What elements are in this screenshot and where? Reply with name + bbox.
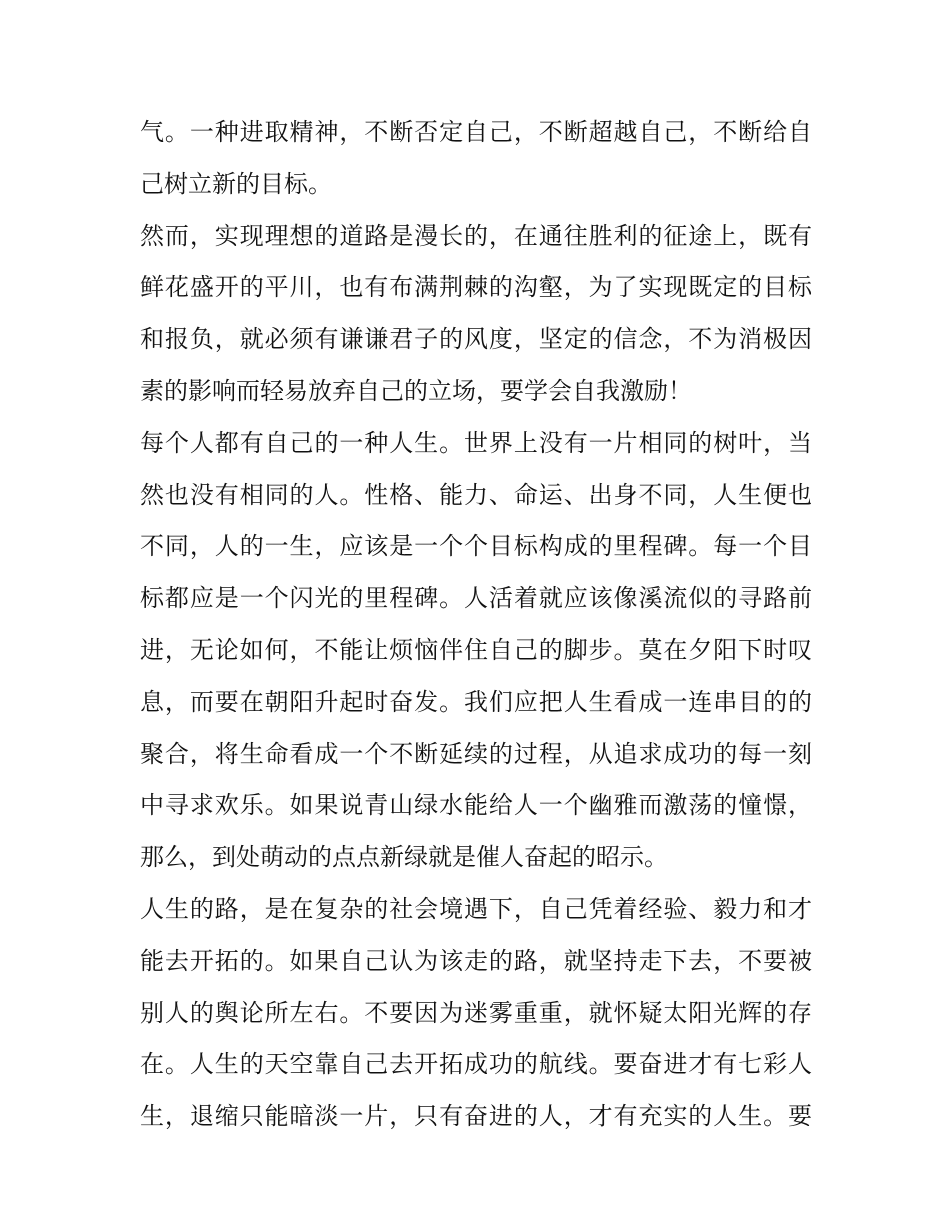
- text-line: 然也没有相同的人。性格、能力、命运、出身不同，人生便也: [140, 480, 812, 509]
- text-line: 标都应是一个闪光的里程碑。人活着就应该像溪流似的寻路前: [140, 584, 812, 613]
- text-line: 鲜花盛开的平川，也有布满荆棘的沟壑，为了实现既定的目标: [140, 273, 812, 302]
- text-line: 那么，到处萌动的点点新绿就是催人奋起的昭示。: [140, 843, 668, 872]
- paragraph-1: [140, 107, 812, 211]
- text-line: 和报负，就必须有谦谦君子的风度，坚定的信念，不为消极因: [140, 325, 812, 354]
- paragraph-3: [140, 418, 812, 884]
- text-line: 不同，人的一生，应该是一个个目标构成的里程碑。每一个目: [140, 532, 812, 561]
- text-line: 每个人都有自己的一种人生。世界上没有一片相同的树叶，当: [140, 428, 812, 457]
- text-line: 息，而要在朝阳升起时奋发。我们应把人生看成一连串目的的: [140, 687, 812, 716]
- text-line: 人生的路，是在复杂的社会境遇下，自己凭着经验、毅力和才: [140, 894, 812, 923]
- text-line: 中寻求欢乐。如果说青山绿水能给人一个幽雅而激荡的憧憬，: [140, 791, 812, 820]
- text-line: 能去开拓的。如果自己认为该走的路，就坚持走下去，不要被: [140, 946, 812, 975]
- text-line: 在。人生的天空靠自己去开拓成功的航线。要奋进才有七彩人: [140, 1050, 812, 1079]
- text-line: 生，退缩只能暗淡一片，只有奋进的人，才有充实的人生。要: [140, 1102, 812, 1131]
- text-line: 气。一种进取精神，不断否定自己，不断超越自己，不断给自: [140, 118, 812, 146]
- text-line: 进，无论如何，不能让烦恼伴住自己的脚步。莫在夕阳下时叹: [140, 635, 812, 664]
- text-line: 己树立新的目标。: [140, 169, 332, 198]
- document-body: [140, 107, 812, 1143]
- paragraph-2: [140, 211, 812, 418]
- text-line: 素的影响而轻易放弃自己的立场，要学会自我激励！: [140, 376, 692, 405]
- text-line: 聚合，将生命看成一个不断延续的过程，从追求成功的每一刻: [140, 739, 812, 768]
- text-line: 然而，实现理想的道路是漫长的，在通往胜利的征途上，既有: [140, 221, 812, 250]
- paragraph-4: [140, 884, 812, 1143]
- text-line: 别人的舆论所左右。不要因为迷雾重重，就怀疑太阳光辉的存: [140, 998, 812, 1027]
